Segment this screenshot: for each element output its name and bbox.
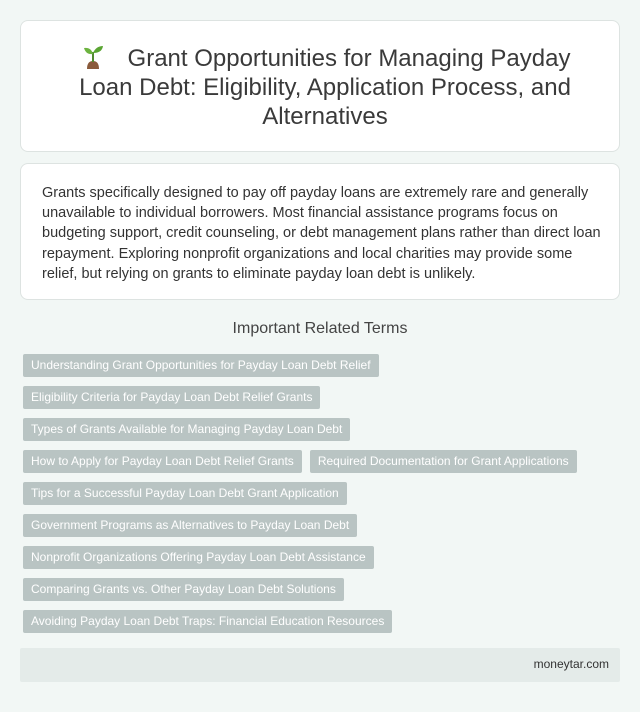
tag-row — [23, 418, 620, 441]
footer — [20, 648, 620, 682]
related-term-tag[interactable]: How to Apply for Payday Loan Debt Relief Grants — [23, 450, 302, 473]
tag-row — [23, 610, 620, 633]
tag-row — [23, 546, 620, 569]
tag-row — [23, 386, 620, 409]
tag-row — [23, 354, 620, 377]
tag-row — [23, 482, 620, 505]
page-title-wrap — [51, 43, 599, 131]
related-term-tag[interactable]: Tips for a Successful Payday Loan Debt Grant Application — [23, 482, 347, 505]
title-card — [20, 20, 620, 152]
related-term-tag[interactable]: Nonprofit Organizations Offering Payday Loan Debt Assistance — [23, 546, 374, 569]
footer-site-link[interactable]: moneytar.com — [533, 657, 609, 671]
related-term-tag[interactable]: Understanding Grant Opportunities for Payday Loan Debt Relief — [23, 354, 379, 377]
tag-row — [23, 514, 620, 537]
summary-card — [20, 163, 620, 300]
tag-row — [23, 578, 620, 601]
related-terms-heading: Important Related Terms — [232, 320, 408, 337]
seedling-icon — [80, 43, 106, 69]
related-term-tag[interactable]: Types of Grants Available for Managing Payday Loan Debt — [23, 418, 350, 441]
related-term-tag[interactable]: Eligibility Criteria for Payday Loan Debt Relief Grants — [23, 386, 320, 409]
related-term-tag[interactable]: Government Programs as Alternatives to Payday Loan Debt — [23, 514, 357, 537]
tag-row — [23, 450, 620, 473]
related-term-tag[interactable]: Comparing Grants vs. Other Payday Loan Debt Solutions — [23, 578, 344, 601]
related-term-tag[interactable]: Avoiding Payday Loan Debt Traps: Financial Education Resources — [23, 610, 392, 633]
summary-text: Grants specifically designed to pay off payday loans are extremely rare and generally unavailable to individual borrowers. Most financial assistance programs focus on budgeting support, credit counseling, or debt management plans rather than direct loan repayment. Exploring nonprofit organizations and local charities may provide some relief, but relying on grants to eliminate payday loan debt is unlikely. — [42, 185, 601, 282]
related-term-tag[interactable]: Required Documentation for Grant Applications — [310, 450, 577, 473]
related-terms-list — [23, 354, 620, 642]
page-title: Grant Opportunities for Managing Payday Loan Debt: Eligibility, Application Process, and Alternatives — [79, 45, 571, 130]
